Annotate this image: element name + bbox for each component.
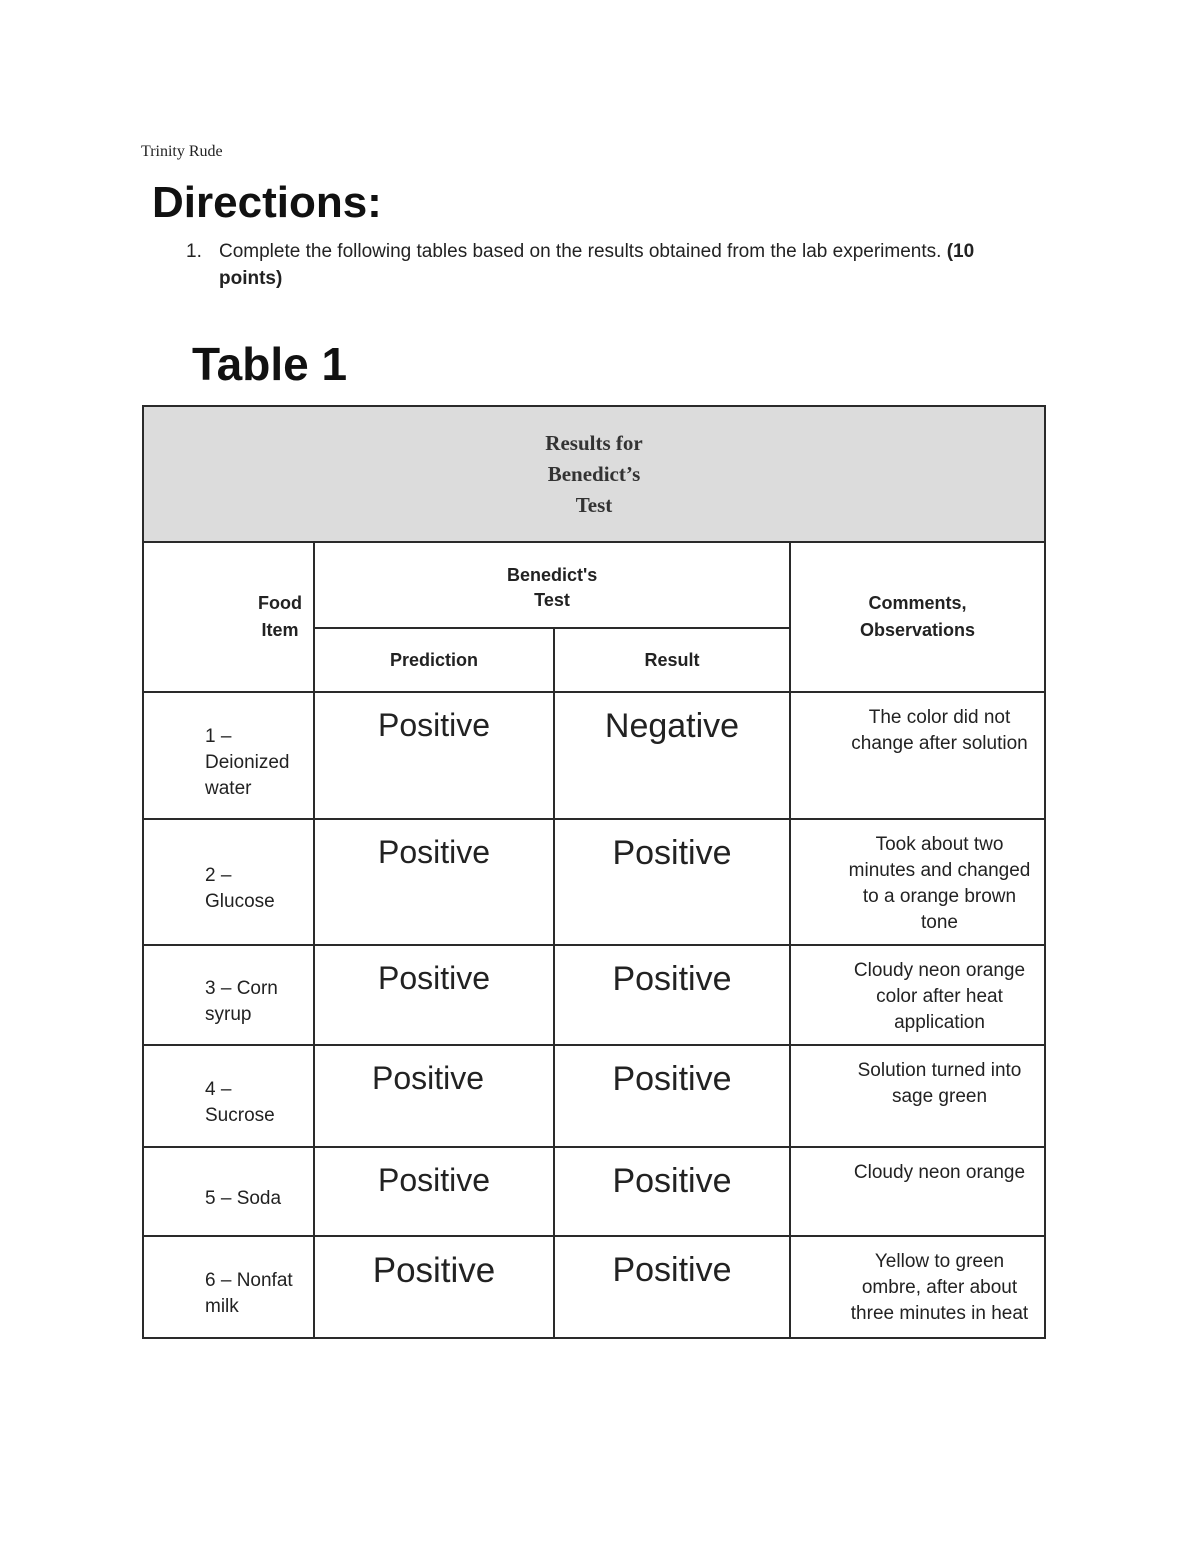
header-food-cell [143, 542, 314, 692]
result-cell: Positive [554, 819, 790, 945]
prediction-cell: Positive [314, 1236, 554, 1338]
food-item: 2 – Glucose [205, 865, 275, 912]
table-row [143, 1147, 1045, 1236]
food-item-cell [143, 692, 314, 819]
table-row [143, 1236, 1045, 1338]
food-item: 1 – Deionized water [205, 725, 290, 799]
instruction-text-block [219, 238, 1016, 292]
prediction-cell: Positive [314, 1045, 554, 1147]
result-cell: Negative [554, 692, 790, 819]
header-comments: Comments, Observations [859, 593, 976, 640]
food-item-cell [143, 1045, 314, 1147]
directions-heading: Directions: [152, 178, 382, 227]
comment-text: Solution turned into sage green [857, 1060, 1022, 1107]
comment-text: Cloudy neon orange color after heat application [853, 960, 1026, 1033]
prediction-cell: Positive [314, 819, 554, 945]
instruction-points: (10 points) [219, 241, 975, 289]
table-caption: Results for Benedict’s Test [545, 430, 643, 517]
result-cell: Positive [554, 1045, 790, 1147]
comment-cell [790, 1147, 1045, 1236]
instruction-number: 1. [186, 241, 202, 262]
food-item: 4 – Sucrose [205, 1079, 275, 1126]
table-row [143, 819, 1045, 945]
header-prediction: Prediction [314, 628, 554, 692]
prediction-cell: Positive [314, 945, 554, 1045]
caption-row [143, 406, 1045, 542]
comment-text: Yellow to green ombre, after about three minutes in heat [850, 1251, 1029, 1324]
food-item-cell [143, 1147, 314, 1236]
header-row [143, 542, 1045, 628]
table-caption-cell [143, 406, 1045, 542]
food-item-cell [143, 819, 314, 945]
header-test: Benedict's Test [507, 565, 598, 610]
comment-cell [790, 819, 1045, 945]
table-row [143, 1045, 1045, 1147]
header-comments-cell [790, 542, 1045, 692]
author-name: Trinity Rude [141, 143, 223, 160]
comment-cell [790, 1236, 1045, 1338]
comment-text: Took about two minutes and changed to a orange brown tone [848, 834, 1031, 933]
result-cell: Positive [554, 945, 790, 1045]
result-cell: Positive [554, 1236, 790, 1338]
food-item-cell [143, 1236, 314, 1338]
comment-text: Cloudy neon orange [853, 1162, 1026, 1183]
instruction-item [186, 238, 1016, 292]
food-item-cell [143, 945, 314, 1045]
header-food: Food Item [258, 593, 302, 640]
header-test-cell [314, 542, 790, 628]
table-title: Table 1 [192, 338, 348, 390]
food-item: 6 – Nonfat milk [205, 1270, 293, 1317]
table-row [143, 945, 1045, 1045]
comment-cell [790, 692, 1045, 819]
prediction-cell: Positive [314, 692, 554, 819]
comment-cell [790, 945, 1045, 1045]
result-cell: Positive [554, 1147, 790, 1236]
instruction-text: Complete the following tables based on the results obtained from the lab experiments. [219, 241, 942, 262]
results-table [142, 405, 1046, 1339]
comment-cell [790, 1045, 1045, 1147]
food-item: 5 – Soda [205, 1187, 282, 1209]
header-result: Result [554, 628, 790, 692]
prediction-cell: Positive [314, 1147, 554, 1236]
table-row [143, 692, 1045, 819]
food-item: 3 – Corn syrup [205, 978, 278, 1025]
comment-text: The color did not change after solution [851, 707, 1028, 754]
